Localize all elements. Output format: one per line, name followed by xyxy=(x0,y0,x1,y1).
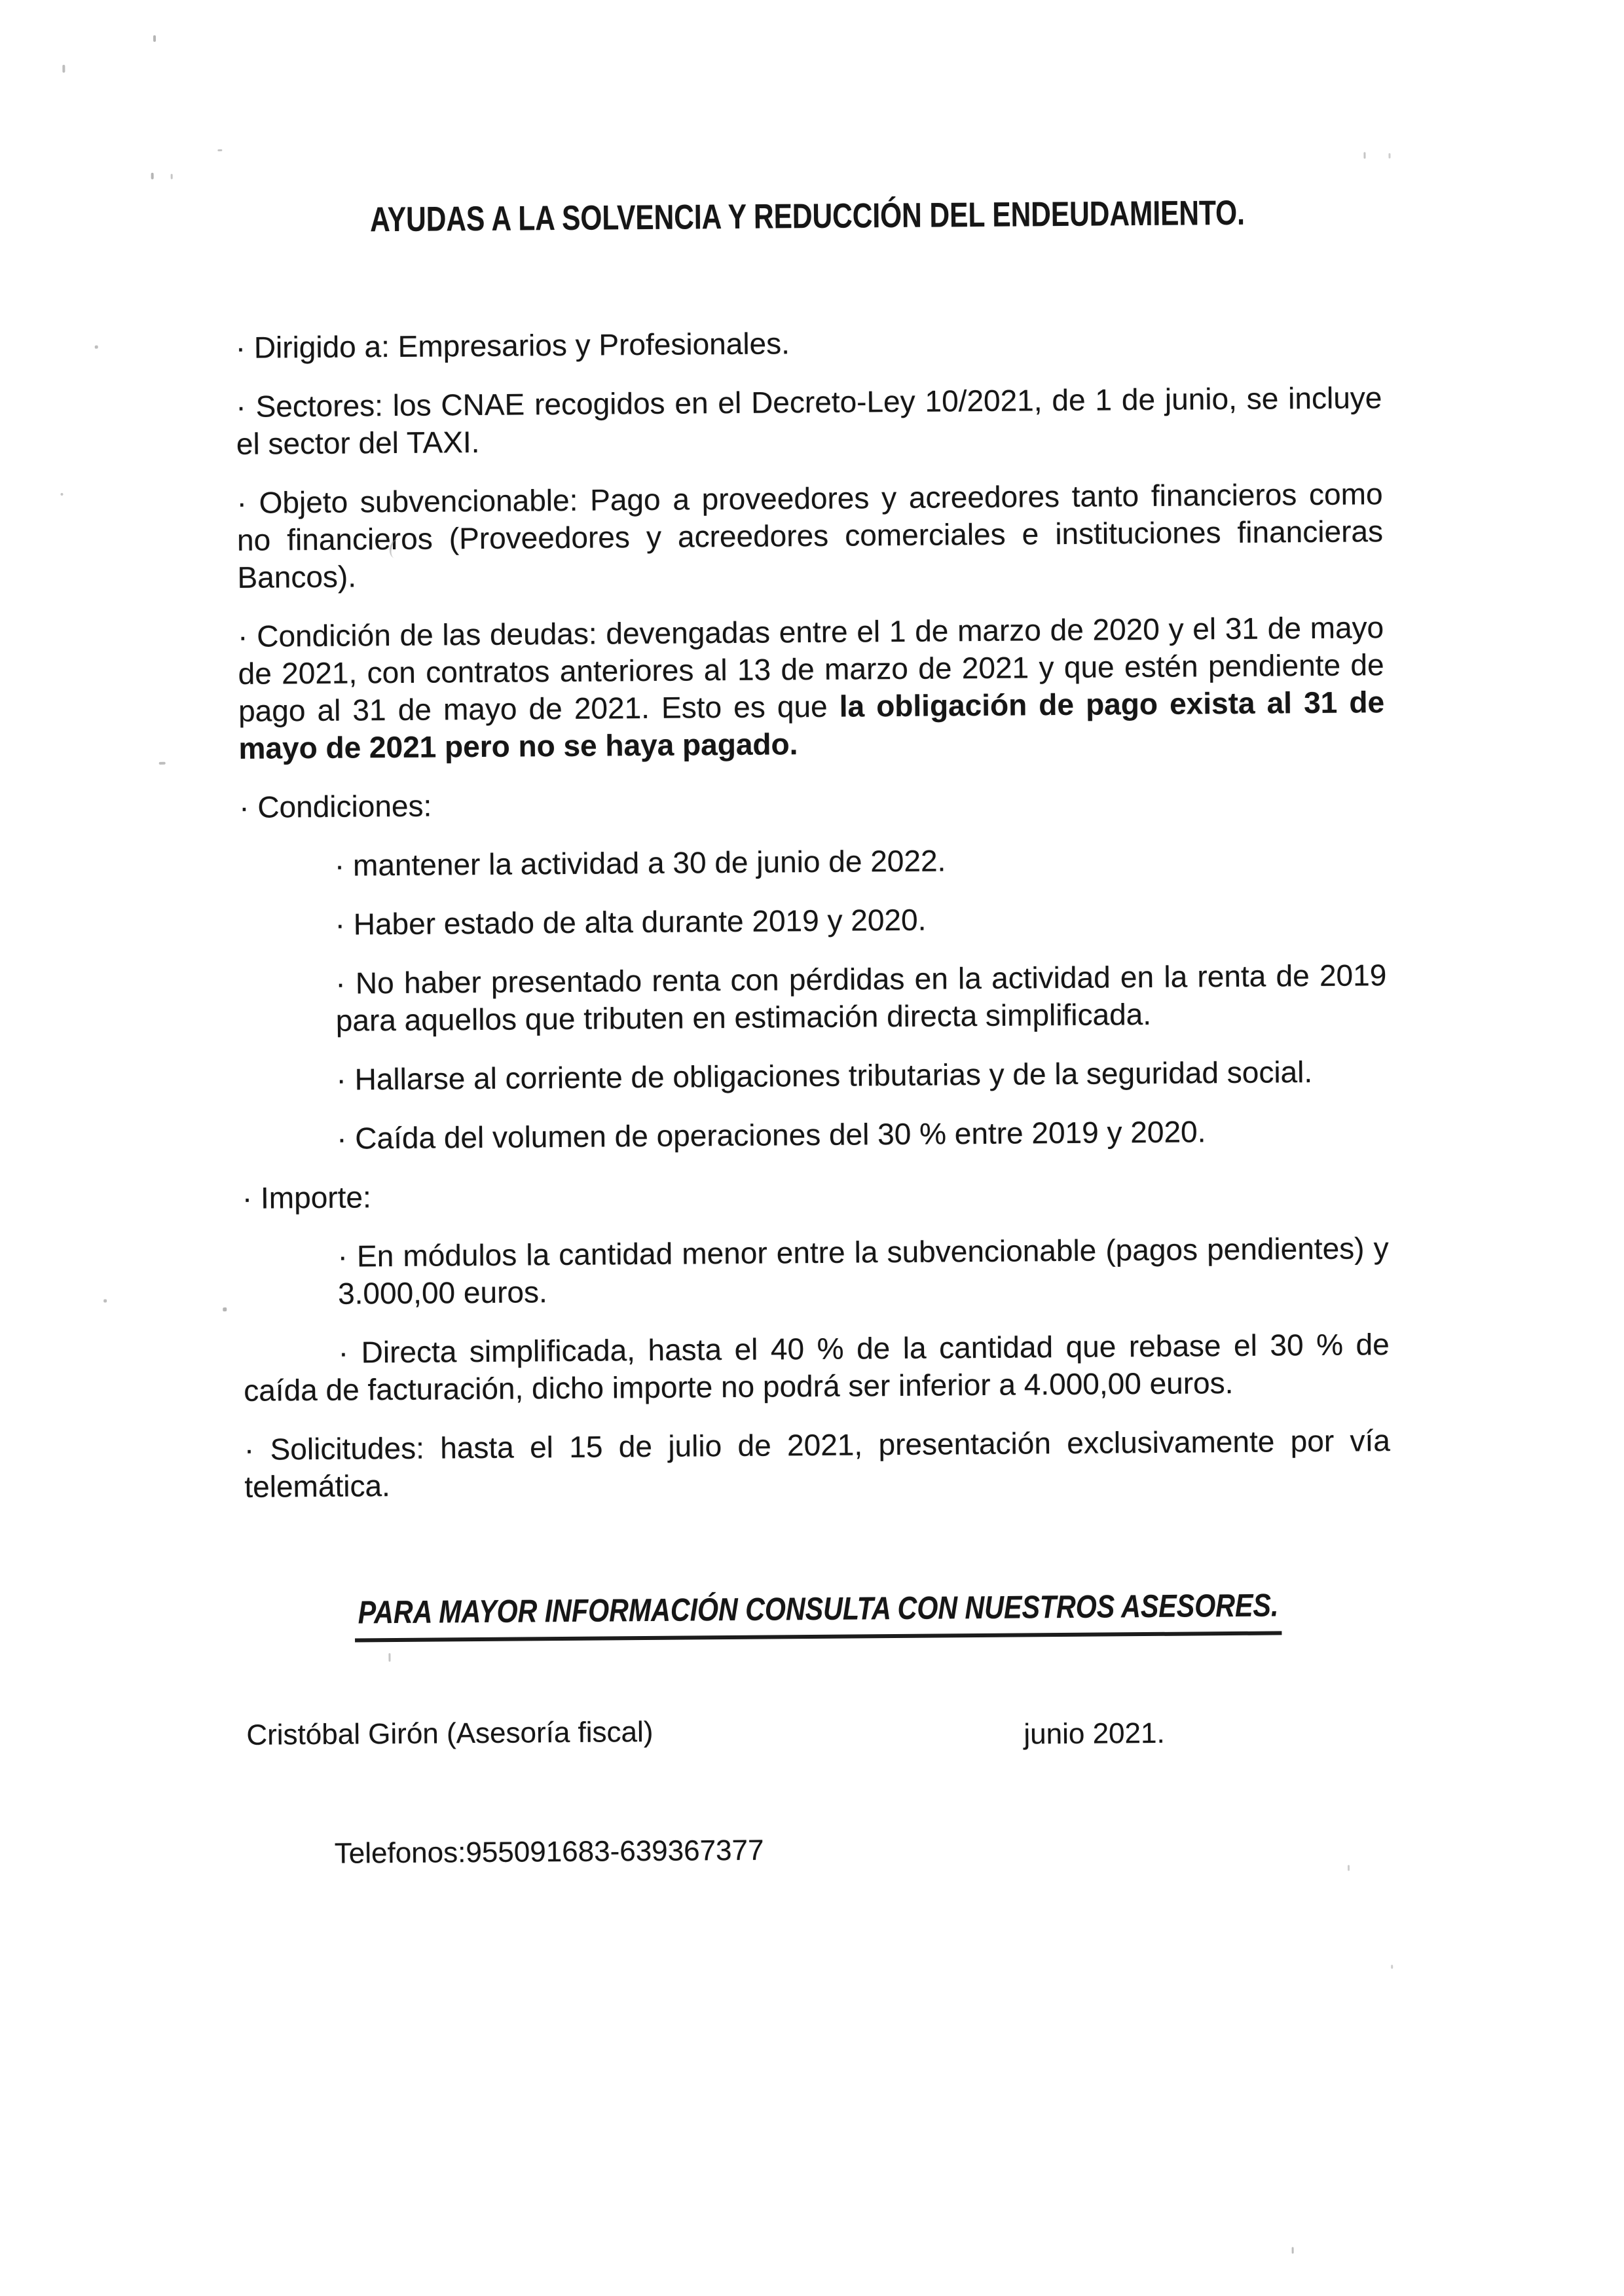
condicion-item-corriente-obligaciones: · Hallarse al corriente de obligaciones tributarias y de la seguridad social. xyxy=(336,1055,1313,1097)
importe-heading: · Importe: xyxy=(242,1180,371,1215)
condicion-item-alta-2019-2020: · Haber estado de alta durante 2019 y 2020. xyxy=(335,902,927,941)
footer-notice-row xyxy=(246,1586,1392,1643)
importe-item-directa-simplificada: · Directa simplificada, hasta el 40 % de la cantidad que rebase el 30 % de caída de facturación, dicho importe no podrá ser inferior a 4.000,00 euros. xyxy=(244,1327,1390,1408)
scan-speck xyxy=(223,1307,227,1311)
footer-notice-text: PARA MAYOR INFORMACIÓN CONSULTA CON NUESTROS ASESORES. xyxy=(355,1586,1282,1642)
document-title-text: AYUDAS A LA SOLVENCIA Y REDUCCIÓN DEL ENDEUDAMIENTO. xyxy=(370,193,1246,240)
scan-speck xyxy=(1363,152,1365,158)
scan-speck xyxy=(1348,1865,1350,1871)
document-title xyxy=(234,192,1380,242)
condiciones-heading: · Condiciones: xyxy=(239,788,432,824)
bullet-objeto-subvencionable: · Objeto subvencionable: Pago a proveedores y acreedores tanto financieros como no financieros (Proveedores y acreedores comerciales e instituciones financieras Bancos). xyxy=(236,477,1384,594)
condicion-item-mantener-actividad: · mantener la actividad a 30 de junio de 2022. xyxy=(334,843,946,883)
scan-speck xyxy=(1292,2247,1294,2253)
signature-text: Cristóbal Girón (Asesoría fiscal) xyxy=(246,1715,654,1751)
importe-item-modulos: · En módulos la cantidad menor entre la subvencionable (pagos pendientes) y 3.000,00 euros. xyxy=(337,1231,1389,1311)
condicion-deudas-bold-text: la obligación de pago exista al 31 de mayo de 2021 pero no se haya pagado. xyxy=(238,685,1385,765)
signature-row xyxy=(246,1707,1392,1754)
scan-speck xyxy=(388,1653,390,1662)
scan-speck xyxy=(60,493,63,496)
scan-speck xyxy=(151,173,154,179)
condicion-deudas-normal-text: · Condición de las deudas: devengadas entre el 1 de marzo de 2020 y el 31 de mayo de 2021, con contratos anteriores al 13 de marzo de 2021 y que estén pendiente de pago al 31 de mayo de 2021. Esto es que xyxy=(237,610,1384,728)
scan-speck xyxy=(159,762,166,765)
bullet-solicitudes: · Solicitudes: hasta el 15 de julio de 2021, presentación exclusivamente por vía telemática. xyxy=(244,1423,1391,1504)
scan-speck xyxy=(62,65,65,73)
scan-speck xyxy=(153,35,156,42)
bullet-dirigido: · Dirigido a: Empresarios y Profesionales. xyxy=(235,326,790,365)
scan-speck xyxy=(171,174,173,179)
phone-numbers: Telefonos:955091683-639367377 xyxy=(334,1834,764,1870)
bullet-condicion-deudas xyxy=(238,609,1385,767)
condicion-item-caida-volumen: · Caída del volumen de operaciones del 30 % entre 2019 y 2020. xyxy=(337,1114,1206,1156)
scan-speck xyxy=(1388,153,1390,158)
bullet-sectores: · Sectores: los CNAE recogidos en el Decreto-Ley 10/2021, de 1 de junio, se incluye el sector del TAXI. xyxy=(236,380,1382,461)
date-text: junio 2021. xyxy=(1024,1717,1165,1751)
condicion-item-sin-perdidas-renta: · No haber presentado renta con pérdidas en la actividad en la renta de 2019 para aquellos que tributen en estimación directa simplificada. xyxy=(335,958,1387,1038)
scan-speck xyxy=(217,149,222,151)
scan-speck xyxy=(103,1299,107,1302)
scan-speck xyxy=(95,346,98,349)
scan-speck xyxy=(1391,1965,1393,1969)
